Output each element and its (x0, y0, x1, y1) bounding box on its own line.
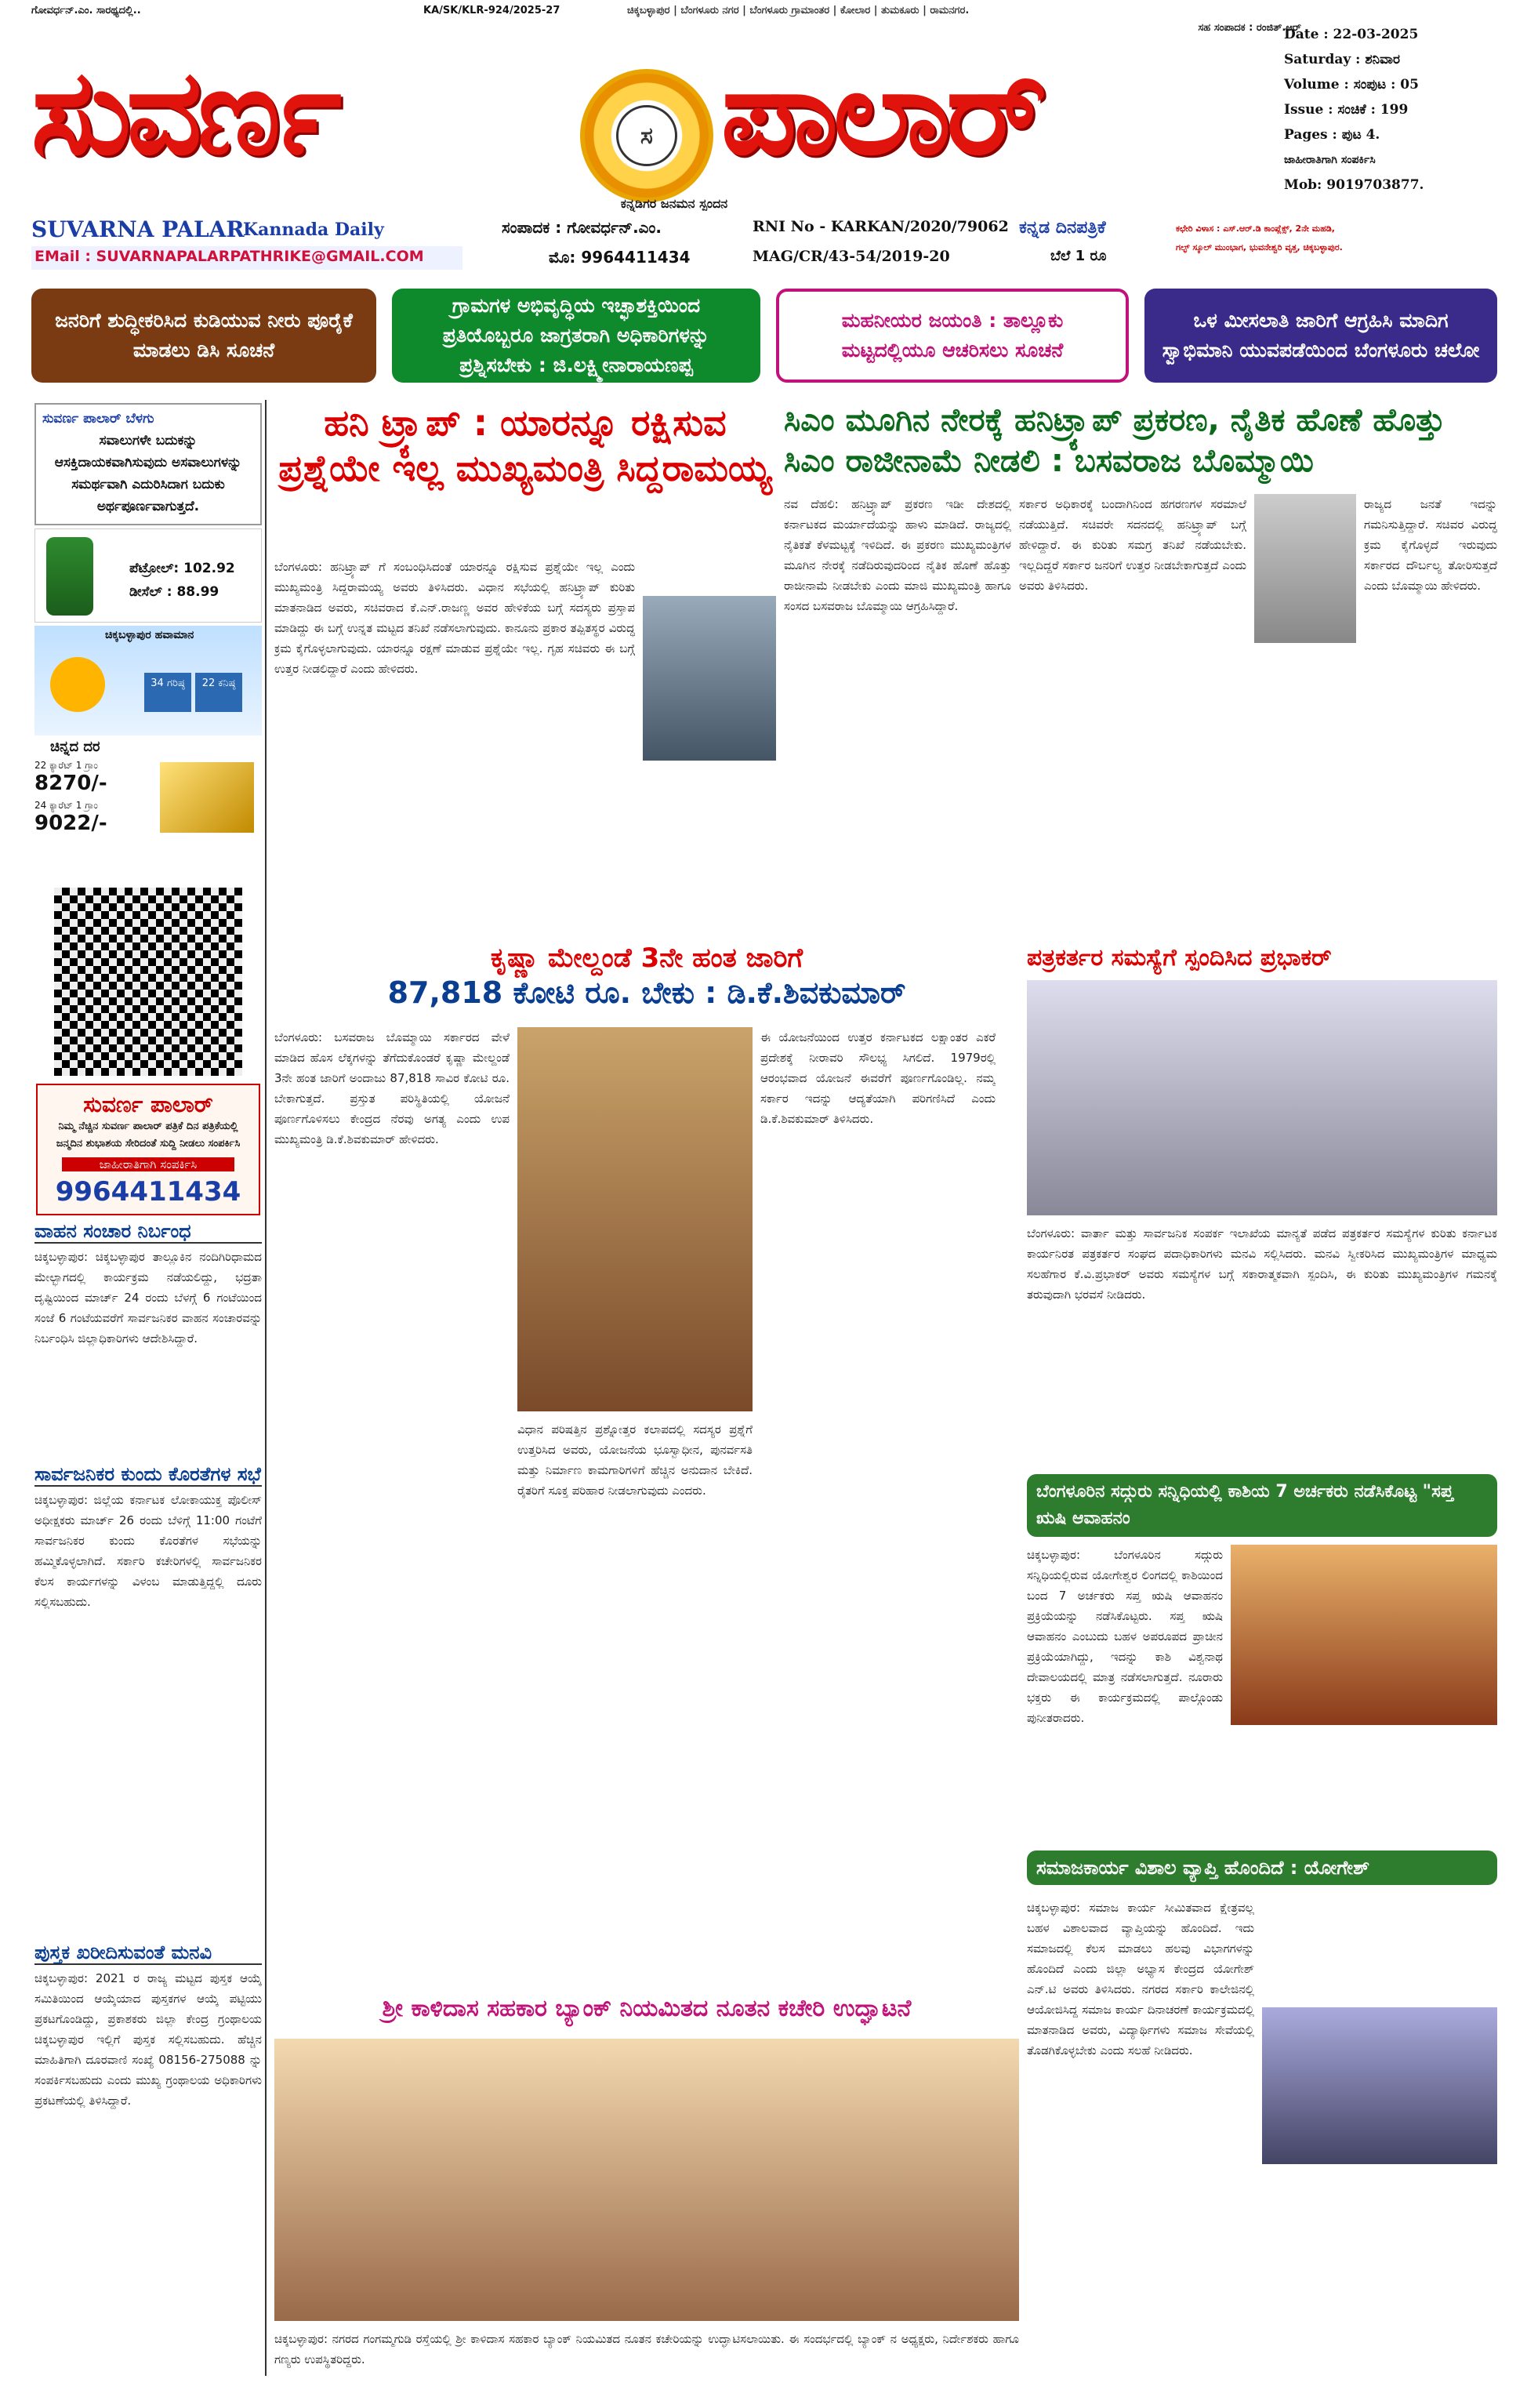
banner-village-development[interactable]: ಗ್ರಾಮಗಳ ಅಭಿವೃದ್ಧಿಯ ಇಚ್ಛಾಶಕ್ತಿಯಿಂದ ಪ್ರತಿಯೊಬ್ಬರೂ ಜಾಗ್ರತರಾಗಿ ಅಧಿಕಾರಿಗಳನ್ನು ಪ್ರಶ್ನಿಸಬೇಕು : ಜಿ.ಲಕ್ಷ್ಮೀನಾರಾಯಣಪ್ಪ (392, 289, 760, 383)
story1-body: ಬೆಂಗಳೂರು: ಹನಿಟ್ರ್ಯಾಪ್ ಗೆ ಸಂಬಂಧಿಸಿದಂತೆ ಯಾರನ್ನೂ ರಕ್ಷಿಸುವ ಪ್ರಶ್ನೆಯೇ ಇಲ್ಲ ಎಂದು ಮುಖ್ಯಮಂತ್ರಿ ಸಿದ್ದರಾಮಯ್ಯ ಅವರು ತಿಳಿಸಿದರು. ವಿಧಾನ ಸಭೆಯಲ್ಲಿ ಹನಿಟ್ರ್ಯಾಪ್ ಕುರಿತು ಮಾತನಾಡಿದ ಅವರು, ಸಚಿವರಾದ ಕೆ.ಎನ್.ರಾಜಣ್ಣ ಅವರ ಹೇಳಿಕೆಯ ಬಗ್ಗೆ ಸದಸ್ಯರು ಪ್ರಸ್ತಾಪ ಮಾಡಿದ್ದು ಈ ಬಗ್ಗೆ ಉನ್ನತ ಮಟ್ಟದ ತನಿಖೆ ನಡೆಸಲಾಗುವುದು. ಕಾನೂನು ಪ್ರಕಾರ ತಪ್ಪಿತಸ್ಥರ ವಿರುದ್ಧ ಕ್ರಮ ಕೈಗೊಳ್ಳಲಾಗುವುದು. ಯಾರನ್ನೂ ರಕ್ಷಣೆ ಮಾಡುವ ಪ್ರಶ್ನೆಯೇ ಇಲ್ಲ. ಗೃಹ ಸಚಿವರು ಈ ಬಗ್ಗೆ ಉತ್ತರ ನೀಡಲಿದ್ದಾರೆ ಎಂದು ಹೇಳಿದರು. (274, 560, 635, 676)
gold24-label: 24 ಕ್ಯಾರೆಟ್ 1 ಗ್ರಾಂ (34, 800, 98, 811)
diesel-price: ಡೀಸೆಲ್ : 88.99 (129, 584, 219, 600)
story4-body: ಬೆಂಗಳೂರು: ವಾರ್ತಾ ಮತ್ತು ಸಾರ್ವಜನಿಕ ಸಂಪರ್ಕ ಇಲಾಖೆಯ ಮಾನ್ಯತೆ ಪಡೆದ ಪತ್ರಕರ್ತರ ಸಮಸ್ಯೆಗಳ ಕುರಿತು ಕರ್ನಾಟಕ ಕಾರ್ಯನಿರತ ಪತ್ರಕರ್ತರ ಸಂಘದ ಪದಾಧಿಕಾರಿಗಳು ಮನವಿ ಸಲ್ಲಿಸಿದರು. ಮನವಿ ಸ್ವೀಕರಿಸಿದ ಮುಖ್ಯಮಂತ್ರಿಗಳ ಮಾಧ್ಯಮ ಸಲಹೆಗಾರ ಕೆ.ವಿ.ಪ್ರಭಾಕರ್ ಅವರು ಸಮಸ್ಯೆಗಳ ಬಗ್ಗೆ ಸಕಾರಾತ್ಮಕವಾಗಿ ಸ್ಪಂದಿಸಿ, ಈ ಕುರಿತು ಮುಖ್ಯಮಂತ್ರಿಗಳ ಗಮನಕ್ಕೆ ತರುವುದಾಗಿ ಭರವಸೆ ನೀಡಿದರು. (1027, 1226, 1497, 1302)
office-address-line2: ಗಲ್ಫ್ ಸ್ಕೂಲ್ ಮುಂಭಾಗ, ಭುವನೇಶ್ವರಿ ವೃತ್ತ, ಚಿಕ್ಕಬಳ್ಳಾಪುರ. (1176, 242, 1343, 252)
story7-caption: ಚಿಕ್ಕಬಳ್ಳಾಪುರ: ನಗರದ ಗಂಗಮ್ಮಗುಡಿ ರಸ್ತೆಯಲ್ಲಿ ಶ್ರೀ ಕಾಳಿದಾಸ ಸಹಕಾರ ಬ್ಯಾಂಕ್ ನಿಯಮಿತದ ನೂತನ ಕಚೇರಿಯನ್ನು ಉದ್ಘಾಟಿಸಲಾಯಿತು. ಈ ಸಂದರ್ಭದಲ್ಲಿ ಬ್ಯಾಂಕ್ ನ ಅಧ್ಯಕ್ಷರು, ನಿರ್ದೇಶಕರು ಹಾಗೂ ಗಣ್ಯರು ಉಪಸ್ಥಿತರಿದ್ದರು. (274, 2332, 1019, 2366)
paper-ad-body: ನಿಮ್ಮ ನೆಚ್ಚಿನ ಸುವರ್ಣ ಪಾಲಾರ್ ಪತ್ರಿಕೆ ದಿನ ಪತ್ರಿಕೆಯಲ್ಲಿ ಜನ್ಮದಿನ ಶುಭಾಶಯ ಸೇರಿದಂತೆ ಸುದ್ದಿ ನೀಡಲು ಸಂಪರ್ಕಿಸಿ (56, 1120, 241, 1150)
weather-box (34, 626, 262, 735)
story5-body: ಚಿಕ್ಕಬಳ್ಳಾಪುರ: ಬೆಂಗಳೂರಿನ ಸದ್ಗುರು ಸನ್ನಿಧಿಯಲ್ಲಿರುವ ಯೋಗೇಶ್ವರ ಲಿಂಗದಲ್ಲಿ ಕಾಶಿಯಿಂದ ಬಂದ 7 ಅರ್ಚಕರು ಸಪ್ತ ಋಷಿ ಆವಾಹನಂ ಪ್ರಕ್ರಿಯೆಯನ್ನು ನಡೆಸಿಕೊಟ್ಟರು. ಸಪ್ತ ಋಷಿ ಆವಾಹನಂ ಎಂಬುದು ಬಹಳ ಅಪರೂಪದ ಪ್ರಾಚೀನ ಪ್ರಕ್ರಿಯೆಯಾಗಿದ್ದು, ಇದನ್ನು ಕಾಶಿ ವಿಶ್ವನಾಥ ದೇವಾಲಯದಲ್ಲಿ ಮಾತ್ರ ನಡೆಸಲಾಗುತ್ತದೆ. ನೂರಾರು ಭಕ್ತರು ಈ ಕಾರ್ಯಕ್ರಮದಲ್ಲಿ ಪಾಲ್ಗೊಂಡು ಪುನೀತರಾದರು. (1027, 1548, 1223, 1725)
fuel-pump-icon (46, 537, 93, 616)
book-body: ಚಿಕ್ಕಬಳ್ಳಾಪುರ: 2021 ರ ರಾಜ್ಯ ಮಟ್ಟದ ಪುಸ್ತಕ ಆಯ್ಕೆ ಸಮಿತಿಯಿಂದ ಆಯ್ಕೆಯಾದ ಪುಸ್ತಕಗಳ ಆಯ್ಕೆ ಪಟ್ಟಿಯು ಪ್ರಕಟಗೊಂಡಿದ್ದು, ಪ್ರಕಾಶಕರು ಜಿಲ್ಲಾ ಕೇಂದ್ರ ಗ್ರಂಥಾಲಯ ಚಿಕ್ಕಬಳ್ಳಾಪುರ ಇಲ್ಲಿಗೆ ಪುಸ್ತಕ ಸಲ್ಲಿಸಬಹುದು. ಹೆಚ್ಚಿನ ಮಾಹಿತಿಗಾಗಿ ದೂರವಾಣಿ ಸಂಖ್ಯೆ 08156-275088 ನ್ನು ಸಂಪರ್ಕಿಸಬಹುದು ಎಂದು ಮುಖ್ಯ ಗ್ರಂಥಾಲಯ ಅಧಿಕಾರಿಗಳು ಪ್ರಕಟಣೆಯಲ್ಲಿ ತಿಳಿಸಿದ್ದಾರೆ. (34, 1971, 262, 2108)
banner-drinking-water[interactable]: ಜನರಿಗೆ ಶುದ್ಧೀಕರಿಸಿದ ಕುಡಿಯುವ ನೀರು ಪೂರೈಕೆ ಮಾಡಲು ಡಿಸಿ ಸೂಚನೆ (31, 289, 376, 383)
story3-photo (517, 1027, 753, 1411)
office-address-line1: ಕಛೇರಿ ವಿಳಾಸ : ಎಸ್.ಆರ್.ಡಿ ಕಾಂಪ್ಲೆಕ್ಸ್, 2ನೇ ಮಹಡಿ, (1176, 223, 1335, 234)
traffic-headline: ವಾಹನ ಸಂಚಾರ ನಿರ್ಬಂಧ (34, 1220, 262, 1244)
editor-name: ಸಂಪಾದಕ : ಗೋವರ್ಧನ್.ಎಂ. (502, 218, 662, 237)
masthead (31, 31, 1286, 180)
issue-volume: Volume : ಸಂಪುಟ : 05 (1284, 77, 1419, 93)
story-bommai (784, 400, 1497, 933)
logo-emblem: ಸ (616, 105, 677, 166)
brand-left: ಸುವರ್ಣ (31, 43, 337, 181)
story-social-work (1027, 1850, 1497, 2321)
paper-ad-contact-label: ಜಾಹೀರಾತಿಗಾಗಿ ಸಂಪರ್ಕಿಸಿ (62, 1157, 234, 1171)
rni-number: RNI No - KARKAN/2020/79062 (753, 218, 1009, 235)
story-journalists (1027, 941, 1497, 1466)
traffic-body: ಚಿಕ್ಕಬಳ್ಳಾಪುರ: ಚಿಕ್ಕಬಳ್ಳಾಪುರ ತಾಲ್ಲೂಕಿನ ನಂದಿಗಿರಿಧಾಮದ ಮೇಲ್ಭಾಗದಲ್ಲಿ ಕಾರ್ಯಕ್ರಮ ನಡೆಯಲಿದ್ದು, ಭದ್ರತಾ ದೃಷ್ಟಿಯಿಂದ ಮಾರ್ಚ್ 24 ರಂದು ಬೆಳಗ್ಗೆ 6 ಗಂಟೆಯಿಂದ ಸಂಜೆ 6 ಗಂಟೆಯವರೆಗೆ ಸಾರ್ವಜನಿಕರ ವಾಹನ ಸಂಚಾರವನ್ನು ನಿರ್ಬಂಧಿಸಿ ಜಿಲ್ಲಾಧಿಕಾರಿಗಳು ಆದೇಶಿಸಿದ್ದಾರೆ. (34, 1250, 262, 1346)
fuel-prices (34, 528, 262, 623)
story7-photo (274, 2039, 1019, 2321)
story2-body-b: ಸರ್ಕಾರ ಅಧಿಕಾರಕ್ಕೆ ಬಂದಾಗಿನಿಂದ ಹಗರಣಗಳ ಸರಮಾಲೆ ನಡೆಯುತ್ತಿದೆ. ಸಚಿವರೇ ಸದನದಲ್ಲಿ ಹನಿಟ್ರ್ಯಾಪ್ ಬಗ್ಗೆ ಹೇಳಿದ್ದಾರೆ. ಈ ಕುರಿತು ಸಮಗ್ರ ತನಿಖೆ ನಡೆಯಬೇಕು. ಇಲ್ಲದಿದ್ದರೆ ಸರ್ಕಾರ ಜನರಿಗೆ ಉತ್ತರ ನೀಡಬೇಕಾಗುತ್ತದೆ ಎಂದು ಅವರು ತಿಳಿಸಿದರು. (1019, 497, 1246, 593)
email-address: EMail : SUVARNAPALARPATHRIKE@GMAIL.COM (31, 246, 462, 270)
story6-photo (1262, 2007, 1497, 2164)
grievance-body: ಚಿಕ್ಕಬಳ್ಳಾಪುರ: ಜಿಲ್ಲೆಯ ಕರ್ನಾಟಕ ಲೋಕಾಯುಕ್ತ ಪೊಲೀಸ್ ಅಧೀಕ್ಷಕರು ಮಾರ್ಚ್ 26 ರಂದು ಬೆಳಿಗ್ಗೆ 11:00 ಗಂಟೆಗೆ ಸಾರ್ವಜನಿಕರ ಕುಂದು ಕೊರತೆಗಳ ಸಭೆಯನ್ನು ಹಮ್ಮಿಕೊಳ್ಳಲಾಗಿದೆ. ಸರ್ಕಾರಿ ಕಚೇರಿಗಳಲ್ಲಿ ಸಾರ್ವಜನಿಕರ ಕೆಲಸ ಕಾರ್ಯಗಳನ್ನು ವಿಳಂಬ ಮಾಡುತ್ತಿದ್ದಲ್ಲಿ ದೂರು ಸಲ್ಲಿಸಬಹುದು. (34, 1493, 262, 1609)
registration-number: KA/SK/KLR-924/2025-27 (423, 5, 560, 16)
gold-bars-icon (160, 762, 254, 833)
issue-number: Issue : ಸಂಚಿಕೆ : 199 (1284, 102, 1409, 118)
paper-ad (36, 1084, 260, 1215)
story3-body-a: ಬೆಂಗಳೂರು: ಬಸವರಾಜ ಬೊಮ್ಮಾಯಿ ಸರ್ಕಾರದ ವೇಳೆ ಮಾಡಿದ ಹೊಸ ಲೆಕ್ಕಗಳನ್ನು ತೆಗೆದುಕೊಂಡರೆ ಕೃಷ್ಣಾ ಮೇಲ್ದಂಡೆ 3ನೇ ಹಂತ ಜಾರಿಗೆ ಅಂದಾಜು 87,818 ಸಾವಿರ ಕೋಟಿ ರೂ. ಬೇಕಾಗುತ್ತದೆ. ಪ್ರಸ್ತುತ ಪರಿಸ್ಥಿತಿಯಲ್ಲಿ ಯೋಜನೆ ಪೂರ್ಣಗೊಳಿಸಲು ಕೇಂದ್ರದ ನೆರವು ಅಗತ್ಯ ಎಂದು ಉಪ ಮುಖ್ಯಮಂತ್ರಿ ಡಿ.ಕೆ.ಶಿವಕುಮಾರ್ ಹೇಳಿದರು. (274, 1030, 510, 1146)
daily-quote-title: ಸುವರ್ಣ ಪಾಲಾರ್ ಬೆಳಗು (42, 411, 154, 427)
story1-photo (643, 596, 776, 761)
story6-body: ಚಿಕ್ಕಬಳ್ಳಾಪುರ: ಸಮಾಜ ಕಾರ್ಯ ಸೀಮಿತವಾದ ಕ್ಷೇತ್ರವಲ್ಲ ಬಹಳ ವಿಶಾಲವಾದ ವ್ಯಾಪ್ತಿಯನ್ನು ಹೊಂದಿದೆ. ಇದು ಸಮಾಜದಲ್ಲಿ ಕೆಲಸ ಮಾಡಲು ಹಲವು ವಿಭಾಗಗಳನ್ನು ಹೊಂದಿದೆ ಎಂದು ಜಿಲ್ಲಾ ಅಭ್ಯಾಸ ಕೇಂದ್ರದ ಯೋಗೇಶ್ ಎನ್.ಟಿ ಅವರು ತಿಳಿಸಿದರು. ನಗರದ ಸರ್ಕಾರಿ ಕಾಲೇಜಿನಲ್ಲಿ ಆಯೋಜಿಸಿದ್ದ ಸಮಾಜ ಕಾರ್ಯ ದಿನಾಚರಣೆ ಕಾರ್ಯಕ್ರಮದಲ್ಲಿ ಮಾತನಾಡಿದ ಅವರು, ವಿದ್ಯಾರ್ಥಿಗಳು ಸಮಾಜ ಸೇವೆಯಲ್ಲಿ ತೊಡಗಿಕೊಳ್ಳಬೇಕು ಎಂದು ಸಲಹೆ ನೀಡಿದರು. (1027, 1901, 1254, 2058)
coverage-districts: ಚಿಕ್ಕಬಳ್ಳಾಪುರ | ಬೆಂಗಳೂರು ನಗರ | ಬೆಂಗಳೂರು ಗ್ರಾಮಾಂತರ | ಕೋಲಾರ | ತುಮಕೂರು | ರಾಮನಗರ. (627, 5, 970, 16)
mag-number: MAG/CR/43-54/2019-20 (753, 248, 950, 265)
gold24-price: 9022/- (34, 812, 107, 835)
story1-headline[interactable]: ಹನಿ ಟ್ರ್ಯಾಪ್ : ಯಾರನ್ನೂ ರಕ್ಷಿಸುವ ಪ್ರಶ್ನೆಯೇ ಇಲ್ಲ ಮುಖ್ಯಮಂತ್ರಿ ಸಿದ್ದರಾಮಯ್ಯ (278, 401, 772, 489)
story2-headline[interactable]: ಸಿಎಂ ಮೂಗಿನ ನೇರಕ್ಕೆ ಹನಿಟ್ರ್ಯಾಪ್ ಪ್ರಕರಣ, ನೈತಿಕ ಹೊಣೆ ಹೊತ್ತು ಸಿಎಂ ರಾಜೀನಾಮೆ ನೀಡಲಿ : ಬಸವರಾಜ ಬೊಮ್ಮಾಯಿ (784, 402, 1445, 479)
newspaper-logo (580, 69, 713, 202)
story3-headline2[interactable]: 87,818 ಕೋಟಿ ರೂ. ಬೇಕು : ಡಿ.ಕೆ.ಶಿವಕುಮಾರ್ (387, 975, 906, 1010)
story-kalidasa-bank (274, 1992, 1019, 2384)
left-sidebar (31, 400, 267, 2376)
banner-reservation[interactable]: ಒಳ ಮೀಸಲಾತಿ ಜಾರಿಗೆ ಆಗ್ರಹಿಸಿ ಮಾದಿಗ ಸ್ವಾಭಿಮಾನಿ ಯುವಪಡೆಯಿಂದ ಬೆಂಗಳೂರು ಚಲೋ (1144, 289, 1497, 383)
daily-quote-box (34, 403, 262, 525)
story3-headline1[interactable]: ಕೃಷ್ಣಾ ಮೇಲ್ದಂಡೆ 3ನೇ ಹಂತ ಜಾರಿಗೆ (490, 942, 803, 974)
story3-body-c: ಈ ಯೋಜನೆಯಿಂದ ಉತ್ತರ ಕರ್ನಾಟಕದ ಲಕ್ಷಾಂತರ ಎಕರೆ ಪ್ರದೇಶಕ್ಕೆ ನೀರಾವರಿ ಸೌಲಭ್ಯ ಸಿಗಲಿದೆ. 1979ರಲ್ಲಿ ಆರಂಭವಾದ ಯೋಜನೆ ಈವರೆಗೆ ಪೂರ್ಣಗೊಂಡಿಲ್ಲ. ನಮ್ಮ ಸರ್ಕಾರ ಇದನ್ನು ಆದ್ಯತೆಯಾಗಿ ಪರಿಗಣಿಸಿದೆ ಎಂದು ಡಿ.ಕೆ.ಶಿವಕುಮಾರ್ ತಿಳಿಸಿದರು. (760, 1030, 996, 1126)
gold-label: ಚಿನ್ನದ ದರ (50, 739, 100, 755)
story-honeytrap-cm (274, 400, 776, 933)
brand-right: ಪಾಲಾರ್ (721, 43, 1043, 181)
co-editor: ಸಹ ಸಂಪಾದಕ : ರಂಜಿತ್.ಆರ್ (1198, 22, 1301, 34)
qr-code[interactable] (54, 888, 242, 1076)
story2-body-c: ರಾಜ್ಯದ ಜನತೆ ಇದನ್ನು ಗಮನಿಸುತ್ತಿದ್ದಾರೆ. ಸಚಿವರ ವಿರುದ್ಧ ಕ್ರಮ ಕೈಗೊಳ್ಳದೆ ಇರುವುದು ಸರ್ಕಾರದ ದೌರ್ಬಲ್ಯ ತೋರಿಸುತ್ತದೆ ಎಂದು ಬೊಮ್ಮಾಯಿ ಹೇಳಿದರು. (1364, 497, 1497, 593)
sun-icon (50, 657, 105, 712)
ad-contact-label: ಜಾಹೀರಾತಿಗಾಗಿ ಸಂಪರ್ಕಿಸಿ (1284, 154, 1376, 166)
english-name: SUVARNA PALAR (31, 216, 245, 242)
story2-body-a: ನವ ದೆಹಲಿ: ಹನಿಟ್ರ್ಯಾಪ್ ಪ್ರಕರಣ ಇಡೀ ದೇಶದಲ್ಲಿ ಕರ್ನಾಟಕದ ಮರ್ಯಾದೆಯನ್ನು ಹಾಳು ಮಾಡಿದೆ. ರಾಜ್ಯದಲ್ಲಿ ನೈತಿಕತೆ ಕೆಳಮಟ್ಟಕ್ಕೆ ಇಳಿದಿದೆ. ಈ ಪ್ರಕರಣ ಮುಖ್ಯಮಂತ್ರಿಗಳ ಮೂಗಿನ ನೇರಕ್ಕೆ ನಡೆದಿರುವುದರಿಂದ ನೈತಿಕ ಹೊಣೆ ಹೊತ್ತು ರಾಜೀನಾಮೆ ನೀಡಬೇಕು ಎಂದು ಮಾಜಿ ಮುಖ್ಯಮಂತ್ರಿ ಹಾಗೂ ಸಂಸದ ಬಸವರಾಜ ಬೊಮ್ಮಾಯಿ ಆಗ್ರಹಿಸಿದ್ದಾರೆ. (784, 497, 1011, 613)
story5-photo (1231, 1545, 1497, 1725)
info-row (31, 212, 1482, 282)
daily-label: ಕನ್ನಡ ದಿನಪತ್ರಿಕೆ (1019, 218, 1106, 238)
kannada-daily-label: Kannada Daily (243, 220, 384, 240)
price: ಬೆಲೆ 1 ರೂ (1050, 248, 1107, 264)
temp-min: 22 ಕನಿಷ್ಠ (195, 673, 242, 712)
page-count: Pages : ಪುಟ 4. (1284, 127, 1380, 143)
gold22-label: 22 ಕ್ಯಾರೆಟ್ 1 ಗ್ರಾಂ (34, 760, 98, 771)
story7-headline[interactable]: ಶ್ರೀ ಕಾಳಿದಾಸ ಸಹಕಾರ ಬ್ಯಾಂಕ್ ನಿಯಮಿತದ ನೂತನ ಕಚೇರಿ ಉದ್ಘಾಟನೆ (382, 1995, 912, 2022)
grievance-headline: ಸಾರ್ವಜನಿಕರ ಕುಂದು ಕೊರತೆಗಳ ಸಭೆ (34, 1463, 261, 1485)
tagline: ಕನ್ನಡಿಗರ ಜನಮನ ಸ್ಪಂದನ (620, 196, 728, 211)
story2-photo (1254, 494, 1356, 643)
banner-jayanti[interactable]: ಮಹನೀಯರ ಜಯಂತಿ : ತಾಲ್ಲೂಕು ಮಟ್ಟದಲ್ಲಿಯೂ ಆಚರಿಸಲು ಸೂಚನೆ (776, 289, 1129, 383)
issue-date: Date : 22-03-2025 (1284, 27, 1419, 42)
editor-phone: ಮೊ: 9964411434 (549, 248, 691, 267)
issue-meta (1284, 22, 1496, 198)
story4-photo (1027, 980, 1497, 1215)
story-krishna (274, 941, 1019, 1984)
petrol-price: ಪೆಟ್ರೋಲ್: 102.92 (129, 561, 235, 576)
gold-price-box (34, 739, 262, 880)
story3-body-b: ವಿಧಾನ ಪರಿಷತ್ತಿನ ಪ್ರಶ್ನೋತ್ತರ ಕಲಾಪದಲ್ಲಿ ಸದಸ್ಯರ ಪ್ರಶ್ನೆಗೆ ಉತ್ತರಿಸಿದ ಅವರು, ಯೋಜನೆಯ ಭೂಸ್ವಾಧೀನ, ಪುನರ್ವಸತಿ ಮತ್ತು ನಿರ್ಮಾಣ ಕಾಮಗಾರಿಗಳಿಗೆ ಹೆಚ್ಚಿನ ಅನುದಾನ ಬೇಕಿದೆ. ರೈತರಿಗೆ ಸೂಕ್ತ ಪರಿಹಾರ ನೀಡಲಾಗುವುದು ಎಂದರು. (517, 1422, 753, 1498)
paper-ad-phone[interactable]: 9964411434 (55, 1176, 241, 1208)
gold22-price: 8270/- (34, 772, 107, 795)
weather-label: ಚಿಕ್ಕಬಳ್ಳಾಪುರ ಹವಾಮಾನ (105, 629, 194, 641)
story4-headline[interactable]: ಪತ್ರಕರ್ತರ ಸಮಸ್ಯೆಗೆ ಸ್ಪಂದಿಸಿದ ಪ್ರಭಾಕರ್ (1027, 944, 1332, 972)
daily-quote-text: ಸವಾಲುಗಳೇ ಬದುಕನ್ನು ಆಸಕ್ತಿದಾಯಕವಾಗಿಸುವುದು ಅಸವಾಲುಗಳನ್ನು ಸಮರ್ಥವಾಗಿ ಎದುರಿಸಿದಾಗ ಬದುಕು ಅರ್ಥಪೂರ್ಣವಾಗುತ್ತದೆ. (54, 433, 242, 514)
paper-ad-brand: ಸುವರ್ಣ ಪಾಲಾರ್ (83, 1091, 213, 1117)
office-address (1176, 220, 1489, 257)
story-sadguru (1027, 1474, 1497, 1850)
top-left-text: ಗೋವರ್ಧನ್.ಎಂ. ಸಾರಥ್ಯದಲ್ಲಿ.. (31, 5, 141, 16)
temp-max: 34 ಗರಿಷ್ಠ (144, 673, 191, 712)
issue-day: Saturday : ಶನಿವಾರ (1284, 52, 1401, 67)
story5-headline[interactable]: ಬೆಂಗಳೂರಿನ ಸದ್ಗುರು ಸನ್ನಿಧಿಯಲ್ಲಿ ಕಾಶಿಯ 7 ಅರ್ಚಕರು ನಡೆಸಿಕೊಟ್ಟ "ಸಪ್ತ ಋಷಿ ಆವಾಹನಂ (1027, 1474, 1497, 1537)
book-headline: ಪುಸ್ತಕ ಖರೀದಿಸುವಂತೆ ಮನವಿ (34, 1941, 262, 1965)
mobile-number: Mob: 9019703877. (1284, 177, 1424, 193)
story6-headline[interactable]: ಸಮಾಜಕಾರ್ಯ ವಿಶಾಲ ವ್ಯಾಪ್ತಿ ಹೊಂದಿದೆ : ಯೋಗೇಶ್ (1027, 1850, 1497, 1885)
